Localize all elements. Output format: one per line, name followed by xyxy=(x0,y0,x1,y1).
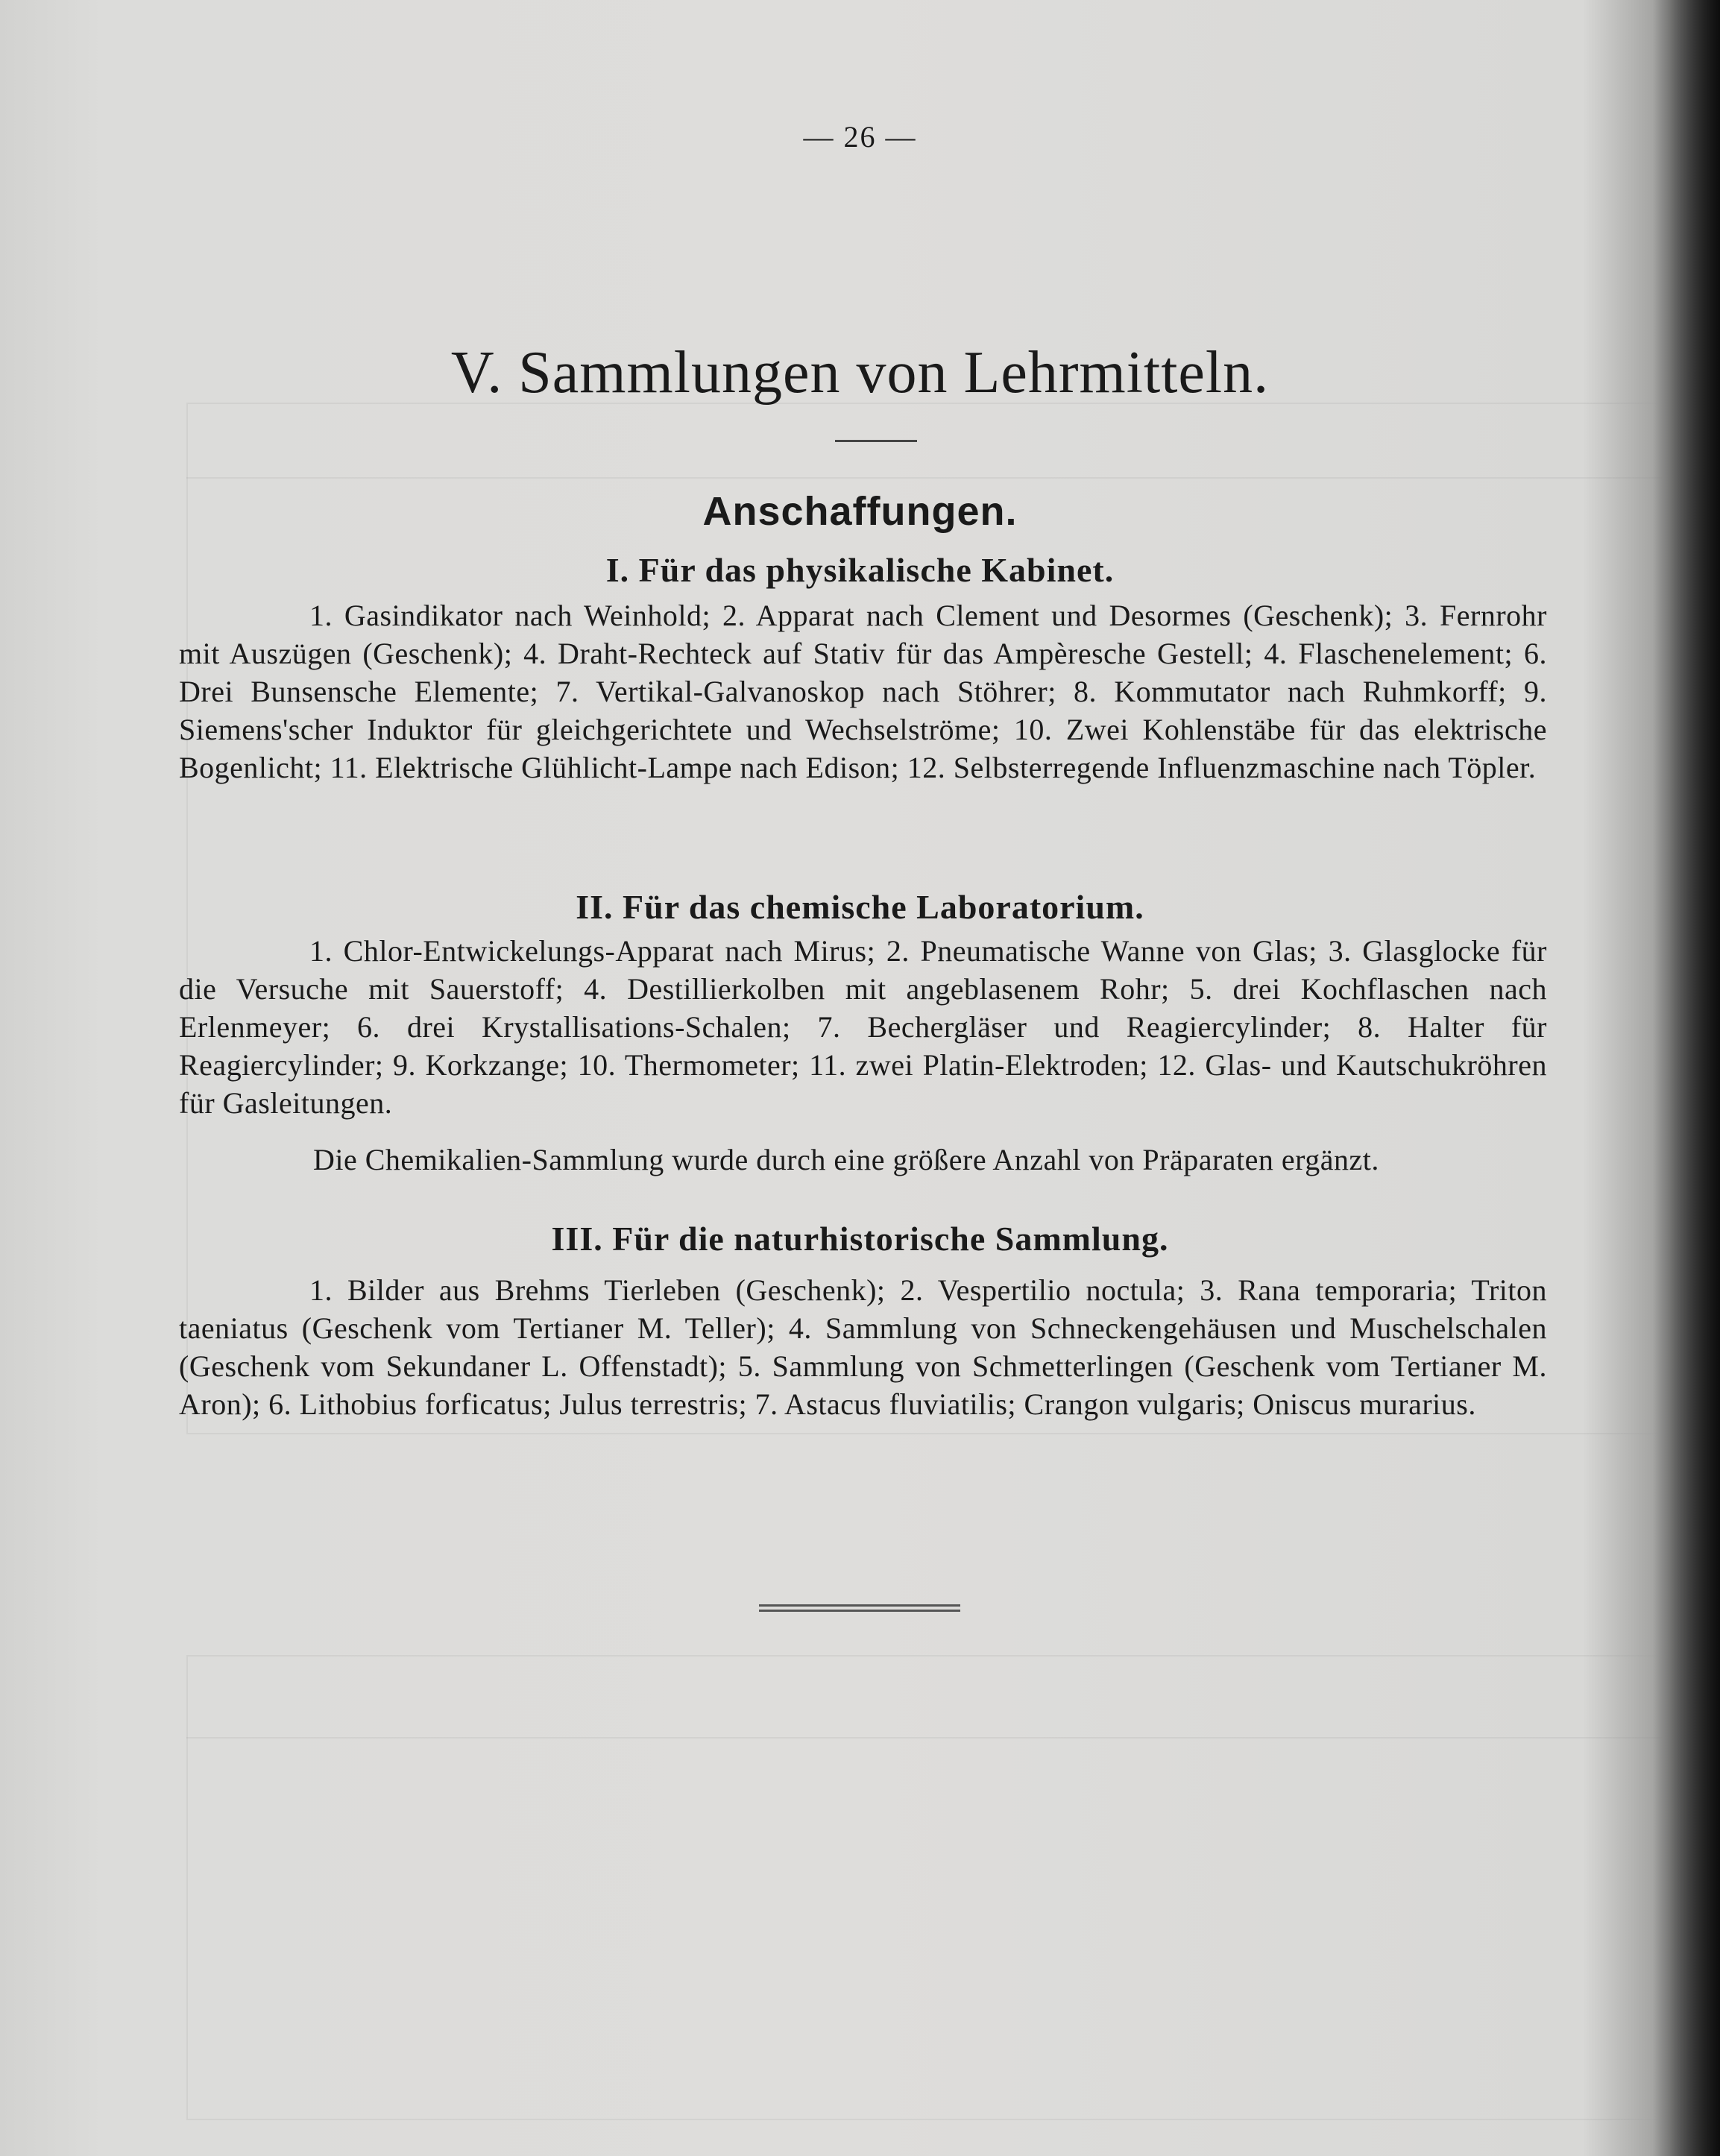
bleed-through-table-lower xyxy=(186,1655,1666,2120)
closing-double-rule xyxy=(759,1604,960,1612)
chemistry-note: Die Chemikalien-Sammlung wurde durch eine größere Anzahl von Präparaten ergänzt. xyxy=(313,1143,1379,1176)
page-number: — 26 — xyxy=(803,120,917,154)
section-heading-chemistry: II. Für das chemische Laboratorium. xyxy=(576,888,1144,926)
section-text-natural-history-content: 1. Bilder aus Brehms Tierleben (Geschenk); 2. Vespertilio noctula; 3. Rana temporaria; Triton taeniatus (Geschenk vom Tertianer M. Teller); 4. Sammlung von Schneckengehäusen und Muschelschalen (Geschenk vom Sekundaner L. Offenstadt); 5. Sammlung von Schmetterlingen (Geschenk vom Tertianer M. Aron); 6. Lithobius forficatus; Julus terrestris; 7. Astacus fluviatilis; Crangon vulgaris; Oniscus murarius. xyxy=(179,1273,1547,1421)
heading-rule xyxy=(835,440,917,442)
main-heading: V. Sammlungen von Lehrmitteln. xyxy=(450,340,1270,406)
bleed-through-line xyxy=(186,1737,1663,1739)
section-text-physics xyxy=(179,596,1547,787)
sub-heading: Anschaffungen. xyxy=(702,489,1018,534)
bleed-through-line xyxy=(186,477,1663,479)
section-heading-natural-history: III. Für die naturhistorische Sammlung. xyxy=(551,1220,1169,1258)
section-text-physics-content: 1. Gasindikator nach Weinhold; 2. Apparat nach Clement und Desormes (Geschenk); 3. Fernrohr mit Auszügen (Geschenk); 4. Draht-Rechteck auf Stativ für das Ampèresche Gestell; 4. Flaschenelement; 6. Drei Bunsensche Elemente; 7. Vertikal-Galvanoskop nach Stöhrer; 8. Kommutator nach Ruhmkorff; 9. Siemens'scher Induktor für gleichgerichtete und Wechselströme; 10. Zwei Kohlenstäbe für das elektrische Bogenlicht; 11. Elektrische Glühlicht-Lampe nach Edison; 12. Selbsterregende Influenzmaschine nach Töpler. xyxy=(179,599,1547,784)
section-text-chemistry xyxy=(179,932,1547,1122)
section-text-natural-history xyxy=(179,1271,1547,1423)
section-heading-physics: I. Für das physikalische Kabinet. xyxy=(605,551,1115,589)
section-text-chemistry-content: 1. Chlor-Entwickelungs-Apparat nach Mirus; 2. Pneumatische Wanne von Glas; 3. Glasglocke für die Versuche mit Sauerstoff; 4. Destillierkolben mit angeblasenem Rohr; 5. drei Kochflaschen nach Erlenmeyer; 6. drei Krystallisations-Schalen; 7. Bechergläser und Reagiercylinder; 8. Halter für Reagiercylinder; 9. Korkzange; 10. Thermometer; 11. zwei Platin-Elektroden; 12. Glas- und Kautschukröhren für Gasleitungen. xyxy=(179,934,1547,1120)
page-binding-shadow xyxy=(1653,0,1720,2156)
